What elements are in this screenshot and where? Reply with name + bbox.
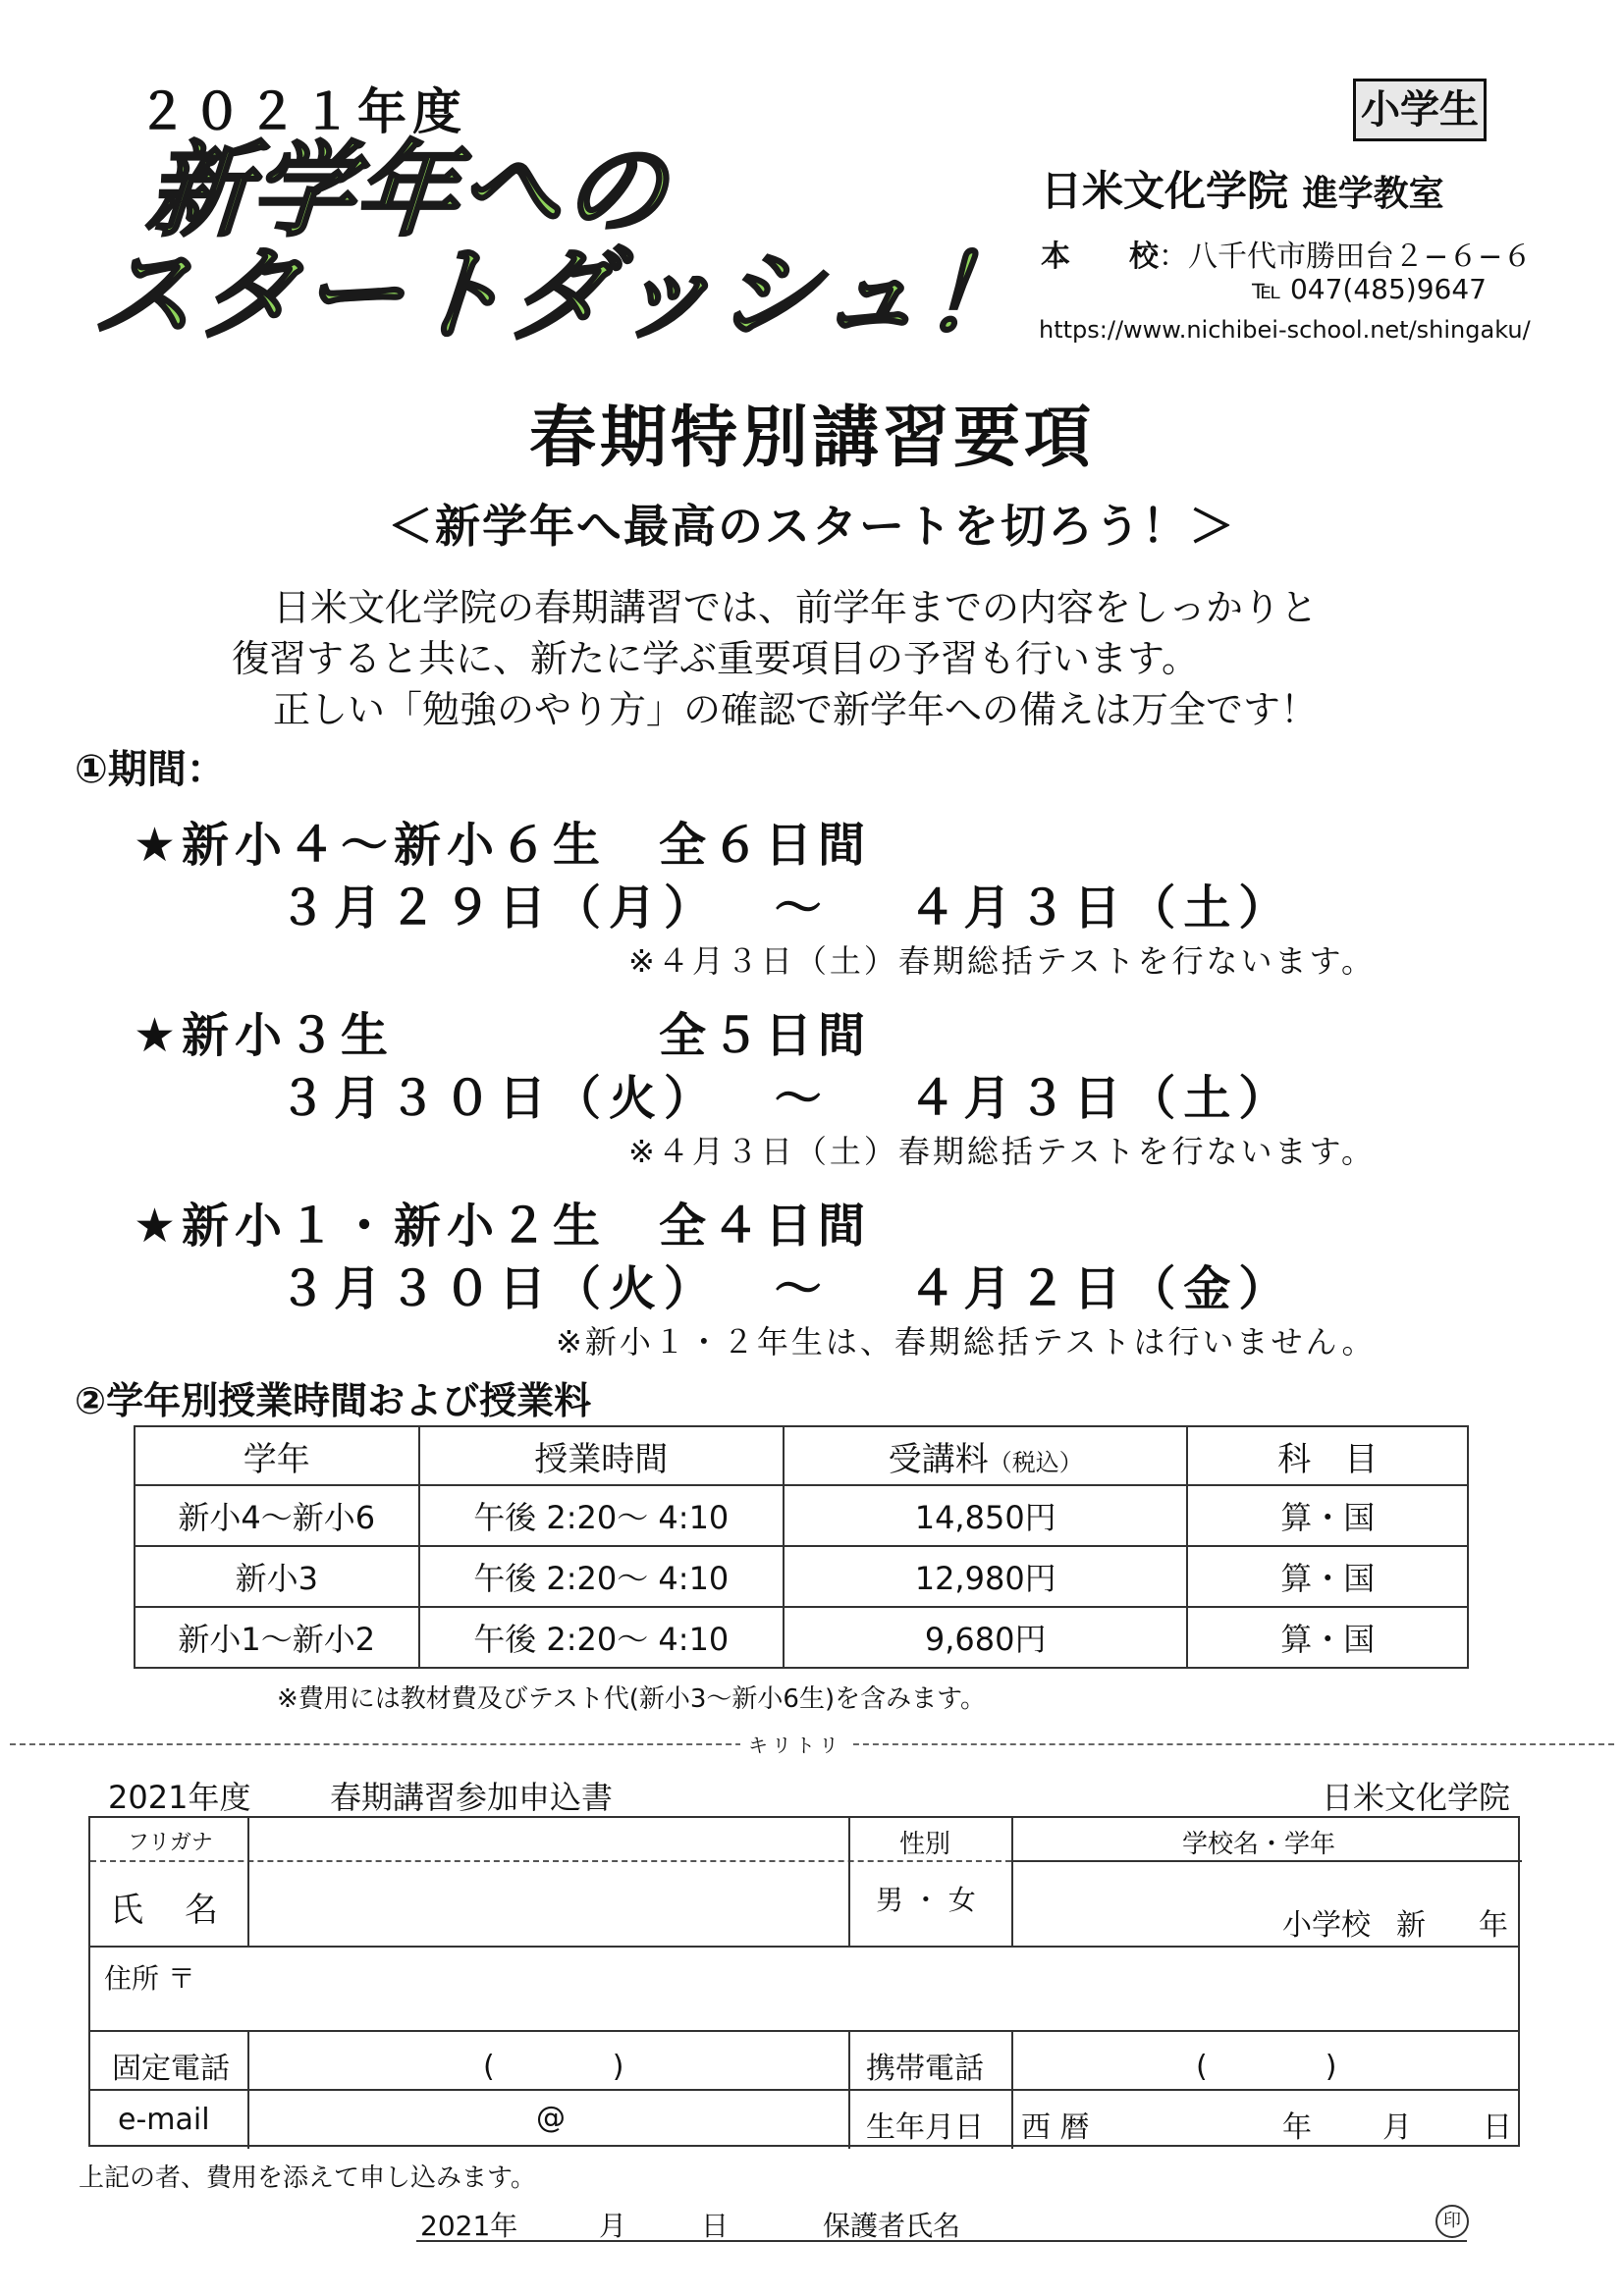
email-input[interactable]: @ bbox=[536, 2101, 566, 2135]
school-url[interactable]: https://www.nichibei-school.net/shingaku/ bbox=[1039, 316, 1531, 344]
col-divider bbox=[1011, 1818, 1013, 1946]
col-time: 授業時間 bbox=[419, 1426, 784, 1485]
fees-heading: ②学年別授業時間および授業料 bbox=[75, 1379, 592, 1422]
page-subtitle: ＜新学年へ最高のスタートを切ろう！＞ bbox=[388, 500, 1236, 553]
birth-year[interactable]: 年 bbox=[1282, 2110, 1312, 2145]
cut-label: キリトリ bbox=[740, 1730, 850, 1758]
birth-day[interactable]: 日 bbox=[1483, 2110, 1512, 2145]
school-address bbox=[1041, 232, 1532, 275]
grade-suffix: 年 bbox=[1479, 1908, 1508, 1943]
col-grade: 学年 bbox=[135, 1426, 419, 1485]
col-subject: 科 目 bbox=[1187, 1426, 1468, 1485]
fees-table-header bbox=[135, 1426, 1468, 1485]
period-group-label: ★新小３生 全５日間 bbox=[134, 1008, 872, 1063]
landline-label: 固定電話 bbox=[112, 2052, 230, 2086]
seal-icon: 印 bbox=[1435, 2205, 1469, 2238]
period-group-dates: ３月３０日（火） 〜 ４月３日（土） bbox=[279, 1071, 1294, 1126]
grade-badge: 小学生 bbox=[1353, 79, 1487, 141]
period-group-note: ※４月３日（土）春期総括テストを行ないます。 bbox=[628, 942, 1376, 980]
cell-subject: 算・国 bbox=[1187, 1546, 1468, 1607]
furigana-input[interactable] bbox=[259, 1822, 839, 1857]
cell-time: 午後 2:20〜 4:10 bbox=[419, 1546, 784, 1607]
period-group-note: ※新小１・２年生は、春期総括テストは行いません。 bbox=[556, 1323, 1377, 1361]
name-label: 氏 名 bbox=[110, 1891, 222, 1930]
cell-fee: 12,980円 bbox=[784, 1546, 1187, 1607]
birth-era: 西 暦 bbox=[1021, 2110, 1090, 2145]
grade-divider bbox=[1011, 1860, 1522, 1862]
intro-line-2: 復習すると共に、新たに学ぶ重要項目の予習も行います。 bbox=[232, 637, 1199, 680]
mobile-label: 携帯電話 bbox=[866, 2052, 984, 2086]
period-group-note: ※４月３日（土）春期総括テストを行ないます。 bbox=[628, 1133, 1376, 1170]
col-divider bbox=[247, 1818, 249, 1946]
name-input[interactable] bbox=[259, 1869, 839, 1938]
form-title: 春期講習参加申込書 bbox=[330, 1779, 614, 1816]
school-name-text: 日米文化学院 bbox=[1041, 167, 1289, 215]
cell-grade: 新小4〜新小6 bbox=[135, 1485, 419, 1546]
year-title: ２０２１年度 bbox=[137, 83, 467, 140]
consent-text: 上記の者、費用を添えて申し込みます。 bbox=[79, 2163, 536, 2193]
gender-label: 性別 bbox=[899, 1830, 951, 1859]
cell-subject: 算・国 bbox=[1187, 1485, 1468, 1546]
cell-subject: 算・国 bbox=[1187, 1607, 1468, 1668]
period-heading: ①期間： bbox=[75, 747, 226, 792]
row-divider bbox=[90, 1946, 1518, 1948]
period-group-label: ★新小４〜新小６生 全６日間 bbox=[134, 818, 872, 873]
table-row bbox=[135, 1546, 1468, 1607]
period-group-dates: ３月３０日（火） 〜 ４月２日（金） bbox=[279, 1261, 1294, 1316]
sign-year: 2021年 bbox=[420, 2210, 518, 2242]
col-divider bbox=[848, 2030, 850, 2149]
cell-fee: 9,680円 bbox=[784, 1607, 1187, 1668]
cell-time: 午後 2:20〜 4:10 bbox=[419, 1485, 784, 1546]
hero-title-line1: 新学年への bbox=[142, 131, 673, 250]
col-fee bbox=[784, 1426, 1187, 1485]
application-form bbox=[88, 1816, 1520, 2147]
address-text: ：八千代市勝田台２−６−６ bbox=[1159, 240, 1533, 274]
intro-line-3: 正しい「勉強のやり方」の確認で新学年への備えは万全です！ bbox=[273, 688, 1319, 731]
table-row bbox=[135, 1607, 1468, 1668]
intro-line-1: 日米文化学院の春期講習では、前学年までの内容をしっかりと bbox=[273, 586, 1319, 629]
school-dept: 進学教室 bbox=[1302, 174, 1444, 214]
school-name bbox=[1041, 159, 1444, 218]
sign-day: 日 bbox=[701, 2210, 730, 2242]
cell-grade: 新小1〜新小2 bbox=[135, 1607, 419, 1668]
row-divider bbox=[90, 2089, 1518, 2091]
sign-month: 月 bbox=[599, 2210, 627, 2242]
school-tel: ℡ 047(485)9647 bbox=[1252, 273, 1487, 305]
gender-options[interactable]: 男 ・ 女 bbox=[876, 1884, 976, 1916]
cell-time: 午後 2:20〜 4:10 bbox=[419, 1607, 784, 1668]
col-divider bbox=[848, 1818, 850, 1946]
furigana-label: フリガナ bbox=[128, 1831, 213, 1855]
col-divider bbox=[247, 2030, 249, 2149]
birth-month[interactable]: 月 bbox=[1382, 2110, 1412, 2145]
birth-label: 生年月日 bbox=[866, 2110, 984, 2145]
hero-title-line2: スタートダッシュ！ bbox=[88, 235, 1033, 354]
furigana-divider bbox=[90, 1860, 1011, 1862]
address-label: 住所 〒 bbox=[104, 1962, 195, 1995]
period-group-label: ★新小１・新小２生 全４日間 bbox=[134, 1199, 872, 1254]
address-input[interactable] bbox=[228, 1955, 1504, 2022]
period-group-dates: ３月２９日（月） 〜 ４月３日（土） bbox=[279, 881, 1294, 935]
email-label: e-mail bbox=[118, 2103, 210, 2137]
page-title: 春期特別講習要項 bbox=[528, 400, 1095, 477]
col-fee-label: 受講料 bbox=[888, 1439, 989, 1479]
fees-footnote: ※費用には教材費及びテスト代(新小3〜新小6生)を含みます。 bbox=[277, 1684, 987, 1714]
grade-new: 新 bbox=[1396, 1908, 1426, 1943]
signature-line bbox=[416, 2205, 1467, 2242]
mobile-input[interactable]: ( ) bbox=[1196, 2050, 1337, 2084]
address-label: 本 校 bbox=[1041, 240, 1159, 274]
cell-fee: 14,850円 bbox=[784, 1485, 1187, 1546]
row-divider bbox=[90, 2030, 1518, 2032]
school-grade-label: 学校名・学年 bbox=[1182, 1830, 1336, 1859]
landline-input[interactable]: ( ) bbox=[483, 2050, 624, 2084]
guardian-label: 保護者氏名 bbox=[823, 2210, 961, 2242]
table-row bbox=[135, 1485, 1468, 1546]
col-fee-tax: （税込） bbox=[988, 1448, 1083, 1476]
col-divider bbox=[1011, 2030, 1013, 2149]
cell-grade: 新小3 bbox=[135, 1546, 419, 1607]
fees-table bbox=[134, 1425, 1469, 1669]
school-suffix: 小学校 bbox=[1282, 1908, 1371, 1943]
form-school: 日米文化学院 bbox=[1322, 1779, 1511, 1816]
form-year: 2021年度 bbox=[108, 1779, 251, 1816]
